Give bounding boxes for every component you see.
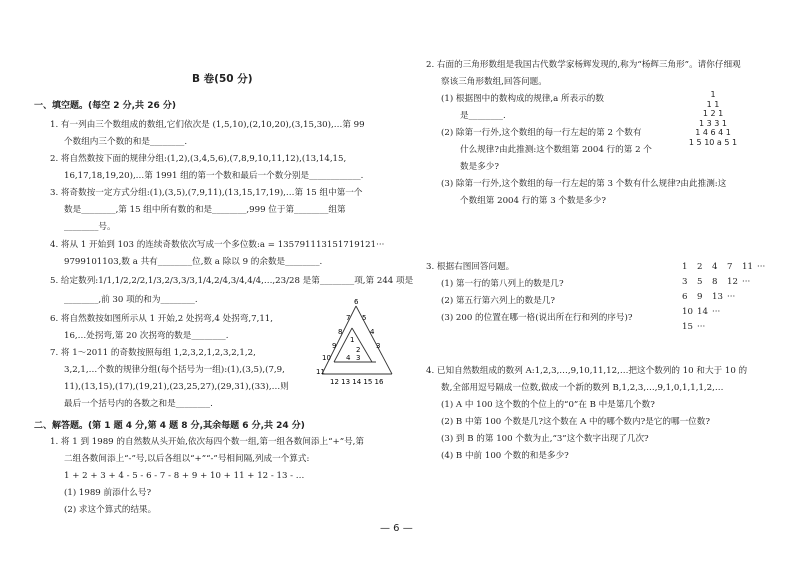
r-q4-sub1: (1) A 中 100 这个数的个位上的“0”在 B 中是第几个数? xyxy=(441,400,655,410)
grid-cell: 15 xyxy=(682,322,693,332)
q4-line1: 4. 将从 1 开始到 103 的连续奇数依次写成一个多位数:a = 135791113151719121··· xyxy=(50,240,385,250)
grid-cell: 14 xyxy=(697,307,708,317)
tri-label: 12 13 14 15 16 xyxy=(330,378,384,386)
pascal-row: 1 2 1 xyxy=(702,109,724,118)
r-q3-sub2: (2) 第五行第六列上的数是几? xyxy=(441,296,556,306)
pascal-row: 1 1 xyxy=(706,99,720,109)
r-q2-line4: 是________. xyxy=(460,111,506,121)
tri-label: 4 xyxy=(346,354,351,362)
r-q3-line1: 3. 根据右图回答问题。 xyxy=(426,262,515,272)
r-q3-sub3: (3) 200 的位置在哪一格(说出所在行和列的序号)? xyxy=(441,313,633,323)
r-q2-line8: (3) 除第一行外,这个数组的每一行左起的第 3 个数有什么规律?由此推测:这 xyxy=(441,179,727,189)
grid-cell: ··· xyxy=(712,307,721,317)
tri-label: 1 xyxy=(350,336,355,344)
q6-line2: 16,…处拐弯,第 20 次拐弯的数是________. xyxy=(64,331,229,341)
answer-heading: 二、解答题。(第 1 题 4 分,第 4 题 8 分,其余每题 6 分,共 24 分) xyxy=(34,421,305,431)
tri-label: 8 xyxy=(338,328,343,336)
tri-label: 7 xyxy=(346,314,351,322)
q5-line1: 5. 给定数列:1/1,1/2,2/2,1/3,2/3,3/3,1/4,2/4,3/4,4/4,…,23/28 是第________项,第 244 项是 xyxy=(50,276,414,286)
fill-in-heading: 一、填空题。(每空 2 分,共 26 分) xyxy=(34,101,176,111)
grid-cell: 5 xyxy=(697,277,703,287)
grid-cell: 3 xyxy=(682,277,688,287)
r-q2-line3: (1) 根据图中的数构成的规律,a 所表示的数 xyxy=(441,94,604,104)
grid-row xyxy=(682,320,772,335)
r-q2-line7: 数是多少? xyxy=(460,162,499,172)
q2-line1: 2. 将自然数按下面的规律分组:(1,2),(3,4,5,6),(7,8,9,10,11,12),(13,14,15, xyxy=(50,154,347,164)
grid-cell: 2 xyxy=(697,262,703,272)
grid-row xyxy=(682,290,772,305)
q2-line2: 16,17,18,19,20),…第 1991 组的第一个数和最后一个数分别是____________. xyxy=(64,171,364,181)
p1-expression: 1 + 2 + 3 + 4 - 5 - 6 - 7 - 8 + 9 + 10 + 11 + 12 - 13 - … xyxy=(64,471,305,481)
r-q2-line2: 察该三角形数组,回答问题。 xyxy=(441,77,547,87)
tri-label: 10 xyxy=(322,354,331,362)
r-q2-line6: 什么规律?由此推测:这个数组第 2004 行的第 2 个 xyxy=(460,145,652,155)
tri-label: 6 xyxy=(354,298,359,306)
grid-cell: 12 xyxy=(727,277,738,287)
q4-line2: 9799101103,数 a 共有________位,数 a 除以 9 的余数是________. xyxy=(64,257,323,267)
tri-label: 11 xyxy=(316,368,325,376)
pascal-row: 1 xyxy=(710,90,716,99)
pascal-row: 1 5 10 a 5 1 xyxy=(688,137,738,147)
grid-cell: 1 xyxy=(682,262,688,272)
spiral-triangle-figure xyxy=(316,298,406,388)
grid-cell: 9 xyxy=(697,292,703,302)
section-title: B 卷(50 分) xyxy=(192,73,253,85)
tri-label: 3 xyxy=(376,342,381,350)
q3-line3: ________号。 xyxy=(64,222,116,232)
grid-cell: ··· xyxy=(742,277,751,287)
q7-line1: 7. 将 1～2011 的奇数按照每组 1,2,3,2,1,2,3,2,1,2, xyxy=(50,348,256,358)
grid-cell: ··· xyxy=(757,262,766,272)
grid-row xyxy=(682,305,772,320)
q1-line2: 个数组内三个数的和是________. xyxy=(64,137,188,147)
r-q4-sub2: (2) B 中第 100 个数是几?这个数在 A 中的哪个数内?是它的哪一位数? xyxy=(441,417,710,427)
number-grid xyxy=(682,260,772,335)
grid-row xyxy=(682,275,772,290)
q3-line2: 数是________,第 15 组中所有数的和是________,999 位于第________组第 xyxy=(64,205,346,215)
tri-label: 9 xyxy=(332,342,337,350)
r-q2-line9: 个数组第 2004 行的第 3 个数是多少? xyxy=(460,196,606,206)
tri-label: 5 xyxy=(362,314,367,322)
page-number: — 6 — xyxy=(380,523,413,534)
p1-line1: 1. 将 1 到 1989 的自然数从头开始,依次每四个数一组,第一组各数间添上“+”号,第 xyxy=(50,437,365,447)
grid-cell: 4 xyxy=(712,262,718,272)
grid-cell: 11 xyxy=(742,262,753,272)
r-q4-line2: 数,全部用逗号隔成一位数,做成一个新的数列 B,1,2,3,…,9,1,0,1,1,1,2,… xyxy=(441,383,724,393)
r-q3-sub1: (1) 第一行的第八列上的数是几? xyxy=(441,279,564,289)
r-q2-line5: (2) 除第一行外,这个数组的每一行左起的第 2 个数有 xyxy=(441,128,642,138)
pascal-triangle xyxy=(668,90,758,147)
q5-line2: ________,前 30 项的和为________. xyxy=(64,295,198,305)
grid-cell: 7 xyxy=(727,262,733,272)
inner-right-edge xyxy=(352,328,372,362)
p1-sub2: (2) 求这个算式的结果。 xyxy=(64,505,157,515)
r-q4-sub3: (3) 到 B 的第 100 个数为止,“3”这个数字出现了几次? xyxy=(441,434,649,444)
q1-line1: 1. 有一列由三个数组成的数组,它们依次是 (1,5,10),(2,10,20),(3,15,30),…第 99 xyxy=(50,120,365,130)
r-q4-sub4: (4) B 中前 100 个数的和是多少? xyxy=(441,451,569,461)
q7-line3: 11),(13,15),(17),(19,21),(23,25,27),(29,31),(33),…则 xyxy=(64,382,289,392)
p1-line2: 二组各数间添上“-”号,以后各组以“+”“-”号相间隔,列成一个算式: xyxy=(64,454,310,464)
tri-label: 4 xyxy=(370,328,375,336)
p1-sub1: (1) 1989 前添什么号? xyxy=(64,488,152,498)
q7-line4: 最后一个括号内的各数之和是________. xyxy=(64,399,213,409)
tri-label: 3 xyxy=(356,354,361,362)
q3-line1: 3. 将奇数按一定方式分组:(1),(3,5),(7,9,11),(13,15,17,19),…第 15 组中第一个 xyxy=(50,188,363,198)
r-q2-line1: 2. 右面的三角形数组是我国古代数学家杨辉发现的,称为“杨辉三角形”。请你仔细观 xyxy=(426,60,741,70)
grid-cell: 13 xyxy=(712,292,723,302)
pascal-row: 1 3 3 1 xyxy=(699,118,727,128)
r-q4-line1: 4. 已知自然数组成的数列 A:1,2,3,…,9,10,11,12,…把这个数列的 10 和大于 10 的 xyxy=(426,366,748,376)
pascal-row: 1 4 6 4 1 xyxy=(695,128,731,137)
grid-cell: ··· xyxy=(697,322,706,332)
grid-row xyxy=(682,260,772,275)
q7-line2: 3,2,1,…个数的规律分组(每个括号为一组):(1),(3,5),(7,9, xyxy=(64,365,285,375)
grid-cell: ··· xyxy=(727,292,736,302)
tri-label: 2 xyxy=(356,346,361,354)
grid-cell: 8 xyxy=(712,277,718,287)
grid-cell: 6 xyxy=(682,292,688,302)
q6-line1: 6. 将自然数按如图所示从 1 开始,2 处拐弯,4 处拐弯,7,11, xyxy=(50,314,274,324)
grid-cell: 10 xyxy=(682,307,693,317)
